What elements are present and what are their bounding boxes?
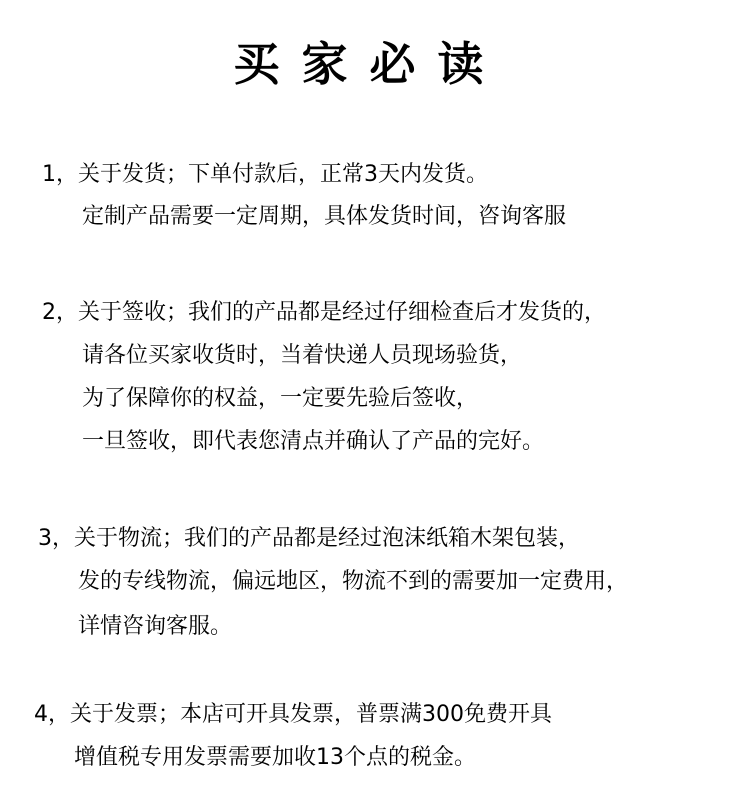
section-line: 3，关于物流；我们的产品都是经过泡沫纸箱木架包装， <box>38 526 580 551</box>
section-line: 2，关于签收；我们的产品都是经过仔细检查后才发货的， <box>42 300 606 325</box>
section-line: 一旦签收，即代表您清点并确认了产品的完好。 <box>82 429 545 454</box>
section-line: 4，关于发票；本店可开具发票，普票满300免费开具 <box>34 702 552 727</box>
section-line: 请各位买家收货时，当着快递人员现场验货， <box>82 343 523 368</box>
section-line: 详情咨询客服。 <box>78 614 233 639</box>
page-title: 买家必读 <box>233 37 506 91</box>
section-line: 为了保障你的权益，一定要先验后签收， <box>82 386 479 411</box>
section-line: 定制产品需要一定周期，具体发货时间，咨询客服 <box>82 204 567 229</box>
section-line: 增值税专用发票需要加收13个点的税金。 <box>74 745 476 770</box>
section-line: 发的专线物流，偏远地区，物流不到的需要加一定费用， <box>78 569 629 594</box>
section-line: 1，关于发货；下单付款后，正常3天内发货。 <box>42 162 488 187</box>
